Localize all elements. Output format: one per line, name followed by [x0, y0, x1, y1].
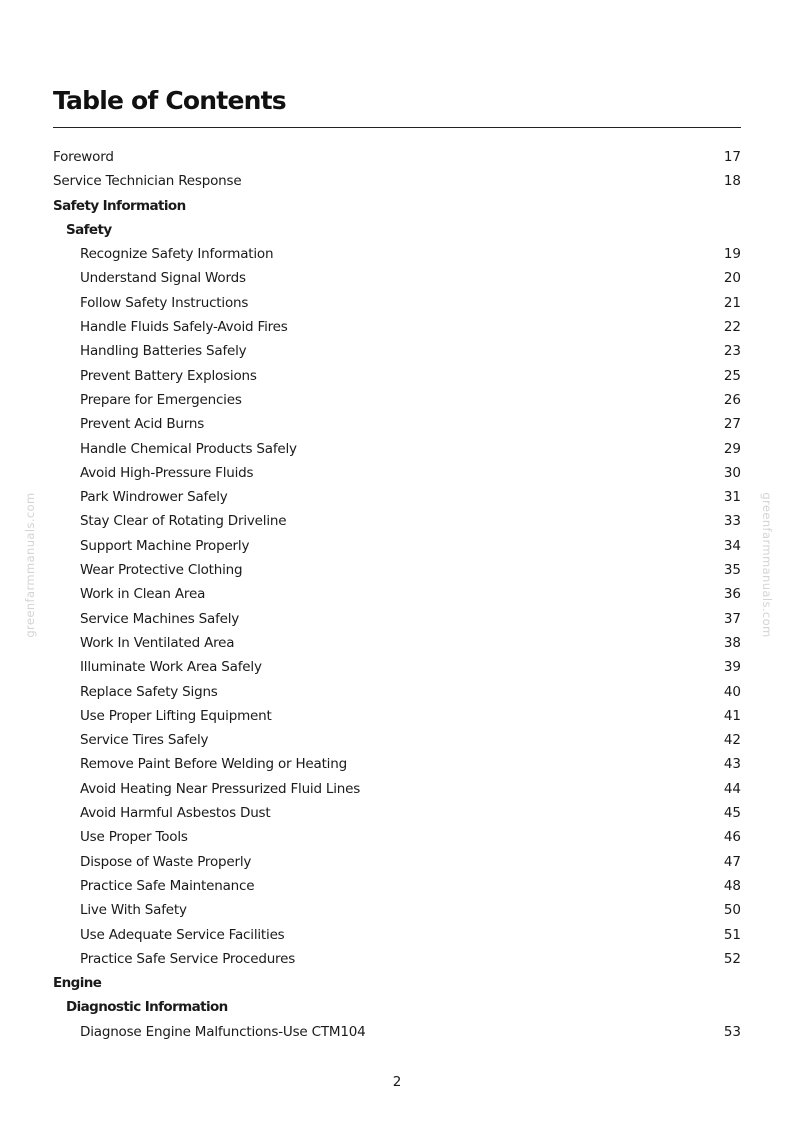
- toc-entry-title: Support Machine Properly: [80, 537, 250, 554]
- toc-entry-title: Recognize Safety Information: [80, 246, 274, 263]
- toc-entry-page: 29: [723, 440, 741, 457]
- toc-entry-page: 48: [723, 877, 741, 894]
- toc-entry-page: 33: [723, 513, 741, 530]
- toc-entry[interactable]: [53, 339, 741, 363]
- toc-entry-page: 47: [723, 853, 741, 870]
- toc-entry-page: 46: [723, 829, 741, 846]
- toc-entry-title: Illuminate Work Area Safely: [80, 659, 262, 676]
- toc-entry-page: 34: [723, 537, 741, 554]
- toc-entry-page: 26: [723, 391, 741, 408]
- watermark-right: greenfarmmanuals.com: [760, 492, 774, 638]
- page-title: Table of Contents: [53, 86, 286, 115]
- toc-entry[interactable]: [53, 825, 741, 849]
- toc-entry[interactable]: [53, 582, 741, 606]
- toc-entry[interactable]: [53, 291, 741, 315]
- toc-entry-page: 25: [723, 367, 741, 384]
- page-number: 2: [392, 1074, 402, 1090]
- toc-entry[interactable]: [53, 509, 741, 533]
- toc-entry-title: Handle Chemical Products Safely: [80, 440, 297, 457]
- toc-section-heading: [53, 971, 741, 995]
- toc-entry-page: 21: [723, 294, 741, 311]
- toc-entry-title: Safety: [66, 221, 112, 238]
- toc-entry-title: Avoid Heating Near Pressurized Fluid Lines: [80, 780, 361, 797]
- toc-entry-title: Safety Information: [53, 197, 186, 214]
- toc-entry-page: 42: [723, 732, 741, 749]
- toc-entry-page: 38: [723, 634, 741, 651]
- toc-entry[interactable]: [53, 315, 741, 339]
- toc-entry[interactable]: [53, 534, 741, 558]
- toc-entry-title: Handling Batteries Safely: [80, 343, 247, 360]
- toc-entry-title: Understand Signal Words: [80, 270, 246, 287]
- toc-entry-title: Avoid Harmful Asbestos Dust: [80, 805, 271, 822]
- toc-entry-title: Service Machines Safely: [80, 610, 240, 627]
- toc-entry[interactable]: [53, 145, 741, 169]
- toc-entry[interactable]: [53, 655, 741, 679]
- toc-entry-page: 27: [723, 416, 741, 433]
- toc-entry-page: 31: [723, 489, 741, 506]
- toc-entry-page: 44: [723, 780, 741, 797]
- toc-entry-title: Avoid High-Pressure Fluids: [80, 464, 254, 481]
- toc-entry-title: Service Tires Safely: [80, 732, 209, 749]
- toc-entry-page: 53: [723, 1023, 741, 1040]
- toc-entry-title: Prepare for Emergencies: [80, 391, 242, 408]
- toc-entry-title: Work in Clean Area: [80, 586, 206, 603]
- toc-entry-page: 35: [723, 562, 741, 579]
- toc-entry-title: Park Windrower Safely: [80, 489, 228, 506]
- toc-entry[interactable]: [53, 485, 741, 509]
- toc-entry-title: Practice Safe Maintenance: [80, 877, 255, 894]
- toc-entry-page: 22: [723, 319, 741, 336]
- toc-entry[interactable]: [53, 680, 741, 704]
- toc-section-heading: [53, 218, 741, 242]
- toc-entry[interactable]: [53, 874, 741, 898]
- toc-entry-page: 41: [723, 707, 741, 724]
- toc-entry-title: Live With Safety: [80, 902, 187, 919]
- toc-entry-title: Remove Paint Before Welding or Heating: [80, 756, 347, 773]
- toc-entry-title: Service Technician Response: [53, 173, 242, 190]
- toc-entry[interactable]: [53, 461, 741, 485]
- toc-entry-page: 17: [723, 149, 741, 165]
- toc-section-heading: [53, 995, 741, 1019]
- toc-entry-title: Use Proper Tools: [80, 829, 188, 846]
- toc-entry[interactable]: [53, 801, 741, 825]
- toc-entry-title: Engine: [53, 975, 102, 992]
- toc-entry-page: 18: [723, 173, 741, 190]
- toc-entry-page: 37: [723, 610, 741, 627]
- toc-entry[interactable]: [53, 266, 741, 290]
- toc-entry-page: 20: [723, 270, 741, 287]
- toc-entry-title: Dispose of Waste Properly: [80, 853, 252, 870]
- toc-entry-page: 30: [723, 464, 741, 481]
- toc-entry[interactable]: [53, 607, 741, 631]
- toc-entry[interactable]: [53, 923, 741, 947]
- toc-entry-title: Wear Protective Clothing: [80, 562, 243, 579]
- toc-entry-title: Foreword: [53, 149, 114, 165]
- toc-entry[interactable]: [53, 412, 741, 436]
- toc-section-heading: [53, 194, 741, 218]
- toc-entry-page: 39: [723, 659, 741, 676]
- toc-entry-page: 36: [723, 586, 741, 603]
- toc-entry-page: 40: [723, 683, 741, 700]
- toc-entry-title: Follow Safety Instructions: [80, 294, 249, 311]
- watermark-left: greenfarmmanuals.com: [23, 492, 37, 638]
- table-of-contents: [53, 145, 741, 1044]
- title-divider: [53, 127, 741, 128]
- toc-entry[interactable]: [53, 1020, 741, 1044]
- toc-entry[interactable]: [53, 558, 741, 582]
- toc-entry-page: 23: [723, 343, 741, 360]
- toc-entry[interactable]: [53, 728, 741, 752]
- toc-entry[interactable]: [53, 388, 741, 412]
- toc-entry-page: 52: [723, 950, 741, 967]
- toc-entry[interactable]: [53, 704, 741, 728]
- toc-entry-title: Diagnose Engine Malfunctions-Use CTM104: [80, 1023, 366, 1040]
- toc-entry[interactable]: [53, 947, 741, 971]
- toc-entry[interactable]: [53, 752, 741, 776]
- toc-entry[interactable]: [53, 850, 741, 874]
- toc-entry-page: 43: [723, 756, 741, 773]
- toc-entry[interactable]: [53, 169, 741, 193]
- toc-entry[interactable]: [53, 898, 741, 922]
- toc-entry[interactable]: [53, 364, 741, 388]
- toc-entry-title: Work In Ventilated Area: [80, 634, 235, 651]
- toc-entry-page: 45: [723, 805, 741, 822]
- toc-entry[interactable]: [53, 631, 741, 655]
- toc-entry[interactable]: [53, 437, 741, 461]
- toc-entry-title: Use Adequate Service Facilities: [80, 926, 285, 943]
- toc-entry-title: Use Proper Lifting Equipment: [80, 707, 272, 724]
- toc-entry-title: Prevent Battery Explosions: [80, 367, 257, 384]
- toc-entry[interactable]: [53, 242, 741, 266]
- toc-entry-page: 19: [723, 246, 741, 263]
- toc-entry-title: Practice Safe Service Procedures: [80, 950, 296, 967]
- toc-entry-title: Replace Safety Signs: [80, 683, 218, 700]
- toc-entry-title: Handle Fluids Safely-Avoid Fires: [80, 319, 288, 336]
- toc-entry[interactable]: [53, 777, 741, 801]
- toc-entry-page: 51: [723, 926, 741, 943]
- toc-entry-title: Prevent Acid Burns: [80, 416, 205, 433]
- toc-entry-title: Stay Clear of Rotating Driveline: [80, 513, 287, 530]
- toc-entry-page: 50: [723, 902, 741, 919]
- toc-entry-title: Diagnostic Information: [66, 999, 228, 1016]
